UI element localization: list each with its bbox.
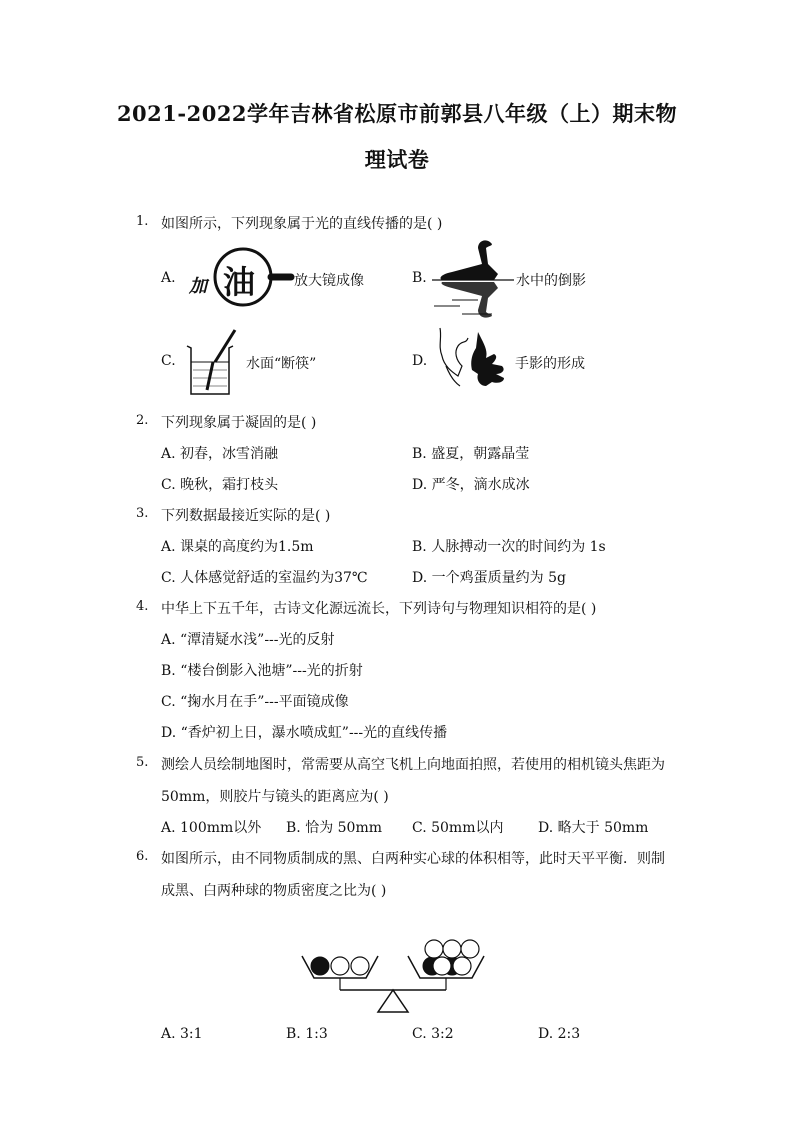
magnifier-large-char: 油 — [223, 263, 256, 301]
q4-option-a: A. “潭清疑水浅”---光的反射 — [161, 632, 335, 648]
question-1-number: 1. — [136, 214, 149, 229]
q5-option-c: C. 50mm以内 — [412, 820, 504, 836]
white-ball — [425, 940, 443, 958]
q1-option-a-letter: A. — [161, 270, 176, 286]
question-5-number: 5. — [136, 755, 149, 770]
q1-option-a-caption: 放大镜成像 — [294, 273, 364, 289]
question-6-text-line1: 如图所示，由不同物质制成的黑、白两种实心球的体积相等，此时天平平衡．则制 — [161, 851, 665, 867]
white-ball — [453, 957, 471, 975]
bird-reflection-icon — [432, 236, 514, 322]
question-1-text: 如图所示，下列现象属于光的直线传播的是( ) — [161, 216, 443, 232]
hand-shadow-icon — [432, 326, 512, 388]
q4-option-c: C. “掬水月在手”---平面镜成像 — [161, 694, 349, 710]
q4-option-b: B. “楼台倒影入池塘”---光的折射 — [161, 663, 363, 679]
q3-option-d: D. 一个鸡蛋质量约为 5g — [412, 570, 566, 586]
fulcrum — [378, 990, 408, 1012]
q1-option-b-caption: 水中的倒影 — [516, 273, 586, 289]
q5-option-d: D. 略大于 50mm — [538, 820, 649, 836]
q2-option-b: B. 盛夏，朝露晶莹 — [412, 446, 530, 462]
white-ball — [461, 940, 479, 958]
question-3-number: 3. — [136, 506, 149, 521]
question-3-text: 下列数据最接近实际的是( ) — [161, 508, 331, 524]
q2-option-c: C. 晚秋，霜打枝头 — [161, 477, 279, 493]
question-6-number: 6. — [136, 849, 149, 864]
q6-option-b: B. 1:3 — [286, 1026, 328, 1042]
question-2-text: 下列现象属于凝固的是( ) — [161, 415, 317, 431]
q4-option-d: D. “香炉初上日，瀑水喷成虹”---光的直线传播 — [161, 725, 448, 741]
q6-option-a: A. 3:1 — [161, 1026, 203, 1042]
white-ball — [443, 940, 461, 958]
balance-scale-figure — [296, 932, 496, 1018]
q2-option-a: A. 初春，冰雪消融 — [161, 446, 279, 462]
q1-option-d-letter: D. — [412, 353, 428, 369]
black-ball — [311, 957, 329, 975]
question-5-text-line1: 测绘人员绘制地图时，常需要从高空飞机上向地面拍照，若使用的相机镜头焦距为 — [161, 757, 665, 773]
question-4-text: 中华上下五千年，古诗文化源远流长，下列诗句与物理知识相符的是( ) — [161, 601, 597, 617]
magnifier-small-char: 加 — [189, 276, 207, 297]
q3-option-a: A. 课桌的高度约为1.5m — [161, 539, 314, 555]
white-ball — [331, 957, 349, 975]
question-4-number: 4. — [136, 599, 149, 614]
question-5-text-line2: 50mm，则胶片与镜头的距离应为( ) — [161, 789, 389, 805]
q6-option-c: C. 3:2 — [412, 1026, 454, 1042]
page-title-line1: 2021-2022学年吉林省松原市前郭县八年级（上）期末物 — [116, 101, 678, 126]
magnifier-figure — [183, 244, 293, 314]
white-ball — [433, 957, 451, 975]
q5-option-a: A. 100mm以外 — [161, 820, 262, 836]
page-title-line2: 理试卷 — [364, 147, 430, 172]
q2-option-d: D. 严冬，滴水成冰 — [412, 477, 530, 493]
q1-option-c-letter: C. — [161, 353, 176, 369]
question-6-text-line2: 成黑、白两种球的物质密度之比为( ) — [161, 883, 387, 899]
white-ball — [351, 957, 369, 975]
question-2-number: 2. — [136, 413, 149, 428]
q1-option-b-letter: B. — [412, 270, 427, 286]
q5-option-b: B. 恰为 50mm — [286, 820, 383, 836]
beaker-chopstick-icon — [183, 328, 239, 398]
q1-option-c-caption: 水面“断筷” — [246, 356, 317, 372]
q3-option-c: C. 人体感觉舒适的室温约为37℃ — [161, 570, 368, 586]
q6-option-d: D. 2:3 — [538, 1026, 581, 1042]
q3-option-b: B. 人脉搏动一次的时间约为 1s — [412, 539, 606, 555]
q1-option-d-caption: 手影的形成 — [515, 356, 585, 372]
